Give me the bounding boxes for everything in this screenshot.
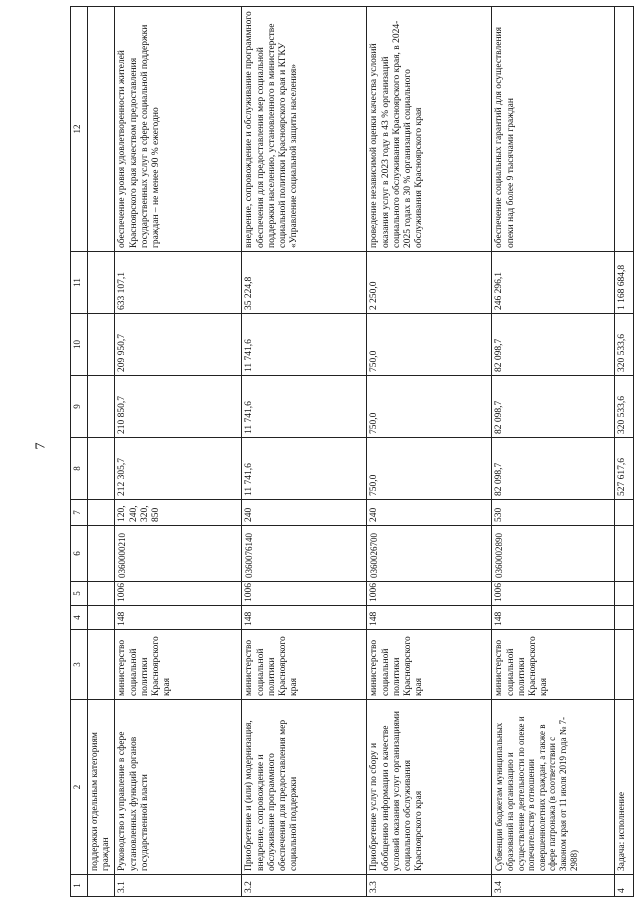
ministry: министерство социальной политики Красноярского края [367,630,492,700]
task-amount-2023: 527 617,6 [615,438,634,500]
table-row [367,7,492,897]
expected-result: обеспечение социальных гарантий для осуществления опеки над более 9 тысячами граждан [492,7,615,252]
expected-result: проведение независимой оценки качества условий оказания услуг в 2023 году в 43 % организаций социального обслуживания Красноярского края, в 2024-2025 годах в 30 % организаций социального обслуживания Красноярского края [367,7,492,252]
amount-2025: 11 741,6 [242,314,367,376]
amount-total: 246 296,1 [492,252,615,314]
row-number: 3.2 [242,875,367,897]
amount-2024: 11 741,6 [242,376,367,438]
row-number: 4 [615,875,634,897]
row-number: 3.4 [492,875,615,897]
grbs-code: 148 [242,606,367,630]
row-number: 3.1 [115,875,242,897]
rotated-table-area [70,11,628,897]
expected-result: обеспечение уровня удовлетворенности жителей Красноярского края качеством предоставления государственных услуг в сфере социальной поддержки граждан – не менее 90 % ежегодно [115,7,242,252]
amount-2024: 750,0 [367,376,492,438]
amount-2023: 750,0 [367,438,492,500]
table-row [492,7,615,897]
task-amount-2024: 320 533,6 [615,376,634,438]
amount-total: 2 250,0 [367,252,492,314]
header-col-8: 8 [71,438,88,500]
table-row [115,7,242,897]
amount-2023: 11 741,6 [242,438,367,500]
header-row [71,7,88,897]
table-row-continuation [88,7,115,897]
header-col-7: 7 [71,500,88,526]
header-col-9: 9 [71,376,88,438]
activity-name: Руководство и управление в сфере установленных функций органов государственной власти [115,700,242,875]
grbs-code: 148 [115,606,242,630]
ministry: министерство социальной политики Красноярского края [492,630,615,700]
table-row-task [615,7,634,897]
task-amount-2025: 320 533,6 [615,314,634,376]
header-col-1: 1 [71,875,88,897]
expected-result: внедрение, сопровождение и обслуживание программного обеспечения для предоставления мер социальной поддержки населению, установленного в министерстве социальной политики Красноярского края и КГКУ «Управление социальной защиты населения» [242,7,367,252]
csr-code: 0360002890 [492,526,615,582]
ministry: министерство социальной политики Красноярского края [242,630,367,700]
header-col-3: 3 [71,630,88,700]
table-wrapper [70,11,628,897]
csr-code: 0360076140 [242,526,367,582]
grbs-code: 148 [492,606,615,630]
task-amount-total: 1 168 684,8 [615,252,634,314]
table-row [242,7,367,897]
rzpr-code: 1006 [115,582,242,606]
amount-2025: 82 098,7 [492,314,615,376]
rzpr-code: 1006 [492,582,615,606]
amount-2024: 82 098,7 [492,376,615,438]
amount-2023: 82 098,7 [492,438,615,500]
vr-code: 120, 240, 320, 850 [115,500,242,526]
amount-2025: 750,0 [367,314,492,376]
vr-code: 530 [492,500,615,526]
amount-total: 35 224,8 [242,252,367,314]
amount-2023: 212 305,7 [115,438,242,500]
ministry: министерство социальной политики Красноярского края [115,630,242,700]
task-name: Задача: исполнение [615,700,634,875]
activity-name: Субвенции бюджетам муниципальных образований на организацию и осуществление деятельности по опеке и попечительству в отношении совершеннолетних граждан, а также в сфере патронажа (в соответствии с Законом края от 11 июля 2019 года № 7-2988) [492,700,615,875]
continuation-text: поддержки отдельным категориям граждан [88,700,115,875]
row-number: 3.3 [367,875,492,897]
page-number: 7 [33,442,49,450]
header-col-12: 12 [71,7,88,252]
csr-code: 0360000210 [115,526,242,582]
header-col-5: 5 [71,582,88,606]
activity-name: Приобретение услуг по сбору и обобщению информации о качестве условий оказания услуг организациями социального обслуживания Красноярского края [367,700,492,875]
header-col-4: 4 [71,606,88,630]
rzpr-code: 1006 [242,582,367,606]
header-col-11: 11 [71,252,88,314]
vr-code: 240 [242,500,367,526]
vr-code: 240 [367,500,492,526]
amount-2024: 210 850,7 [115,376,242,438]
program-activities-table [70,6,634,897]
grbs-code: 148 [367,606,492,630]
amount-2025: 209 950,7 [115,314,242,376]
header-col-10: 10 [71,314,88,376]
csr-code: 0360026700 [367,526,492,582]
activity-name: Приобретение и (или) модернизация, внедрение, сопровождение и обслуживание программного обеспечения для предоставления мер социальной поддержки [242,700,367,875]
rzpr-code: 1006 [367,582,492,606]
header-col-6: 6 [71,526,88,582]
header-col-2: 2 [71,700,88,875]
amount-total: 633 107,1 [115,252,242,314]
